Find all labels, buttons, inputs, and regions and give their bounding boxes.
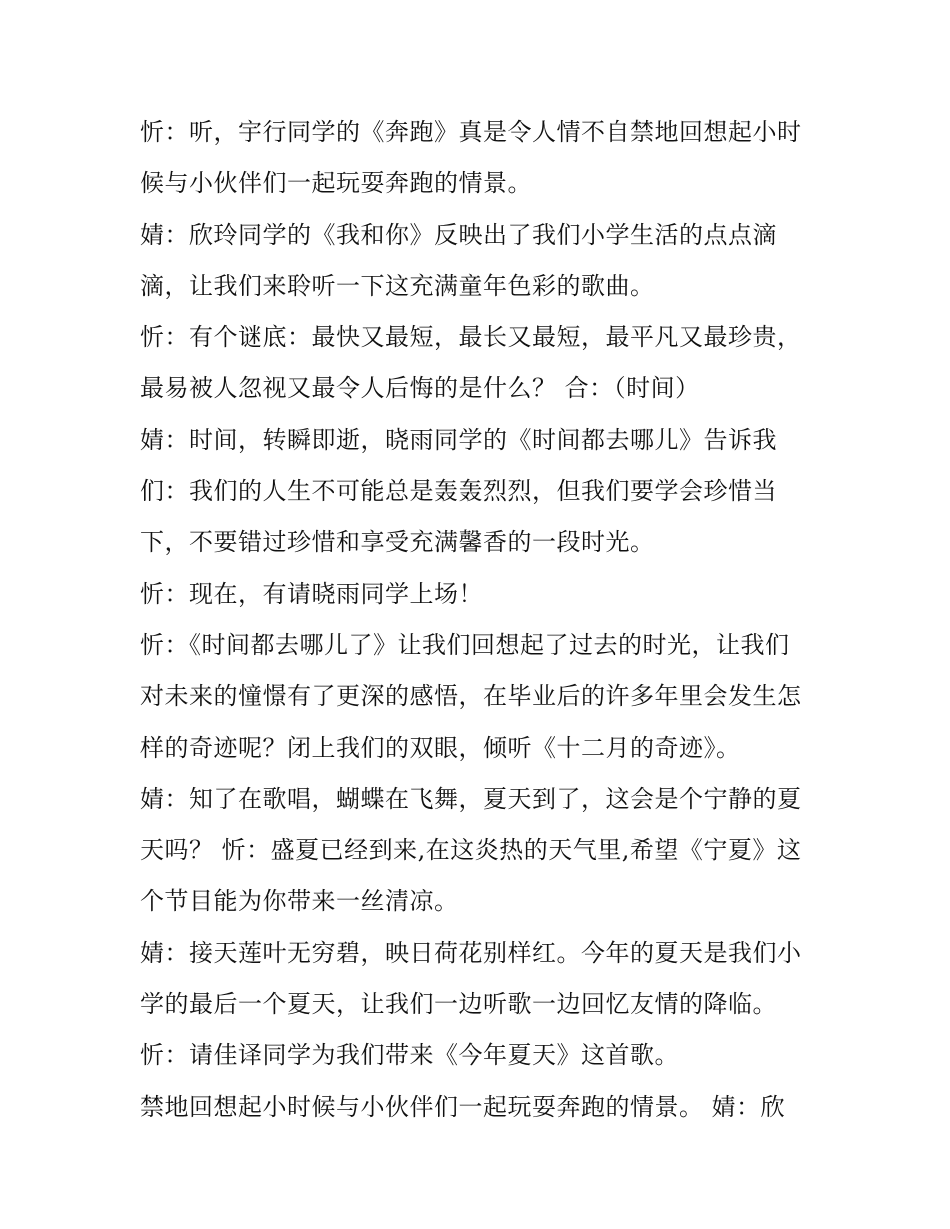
text-line: 忻：现在，有请晓雨同学上场！	[140, 579, 483, 608]
text-line: 滴，让我们来聆听一下这充满童年色彩的歌曲。	[140, 271, 655, 300]
text-line: 婧：欣玲同学的《我和你》反映出了我们小学生活的点点滴	[140, 220, 777, 249]
text-line: 忻：有个谜底：最快又最短，最长又最短，最平凡又最珍贵，	[140, 323, 802, 352]
text-line: 样的奇迹呢？闭上我们的双眼，倾听《十二月的奇迹》。	[140, 733, 741, 762]
text-line: 婧：时间，转瞬即逝，晓雨同学的《时间都去哪儿》告诉我	[140, 425, 777, 454]
text-line: 们：我们的人生不可能总是轰轰烈烈，但我们要学会珍惜当	[140, 477, 777, 506]
text-line: 个节目能为你带来一丝清凉。	[140, 887, 459, 916]
text-line: 禁地回想起小时候与小伙伴们一起玩耍奔跑的情景。 婧：欣	[140, 1092, 786, 1121]
text-line: 学的最后一个夏天，让我们一边听歌一边回忆友情的降临。	[140, 990, 777, 1019]
text-line: 婧：知了在歌唱，蝴蝶在飞舞，夏天到了，这会是个宁静的夏	[140, 784, 802, 813]
text-line: 忻：《时间都去哪儿了》让我们回想起了过去的时光，让我们	[140, 630, 790, 659]
text-line: 忻：听，宇行同学的《奔跑》真是令人情不自禁地回想起小时	[140, 118, 802, 146]
text-line: 下，不要错过珍惜和享受充满馨香的一段时光。	[140, 528, 655, 557]
text-line: 对未来的憧憬有了更深的感悟，在毕业后的许多年里会发生怎	[140, 682, 802, 711]
text-line: 最易被人忽视又最令人后悔的是什么？ 合：（时间）	[140, 374, 700, 403]
document-text	[140, 107, 820, 1133]
text-line: 婧：接天莲叶无穷碧，映日荷花别样红。今年的夏天是我们小	[140, 938, 802, 967]
text-line: 天吗？ 忻：盛夏已经到来,在这炎热的天气里,希望《宁夏》这	[140, 836, 802, 865]
text-line: 候与小伙伴们一起玩耍奔跑的情景。	[140, 169, 532, 198]
text-line: 忻：请佳译同学为我们带来《今年夏天》这首歌。	[140, 1041, 679, 1070]
